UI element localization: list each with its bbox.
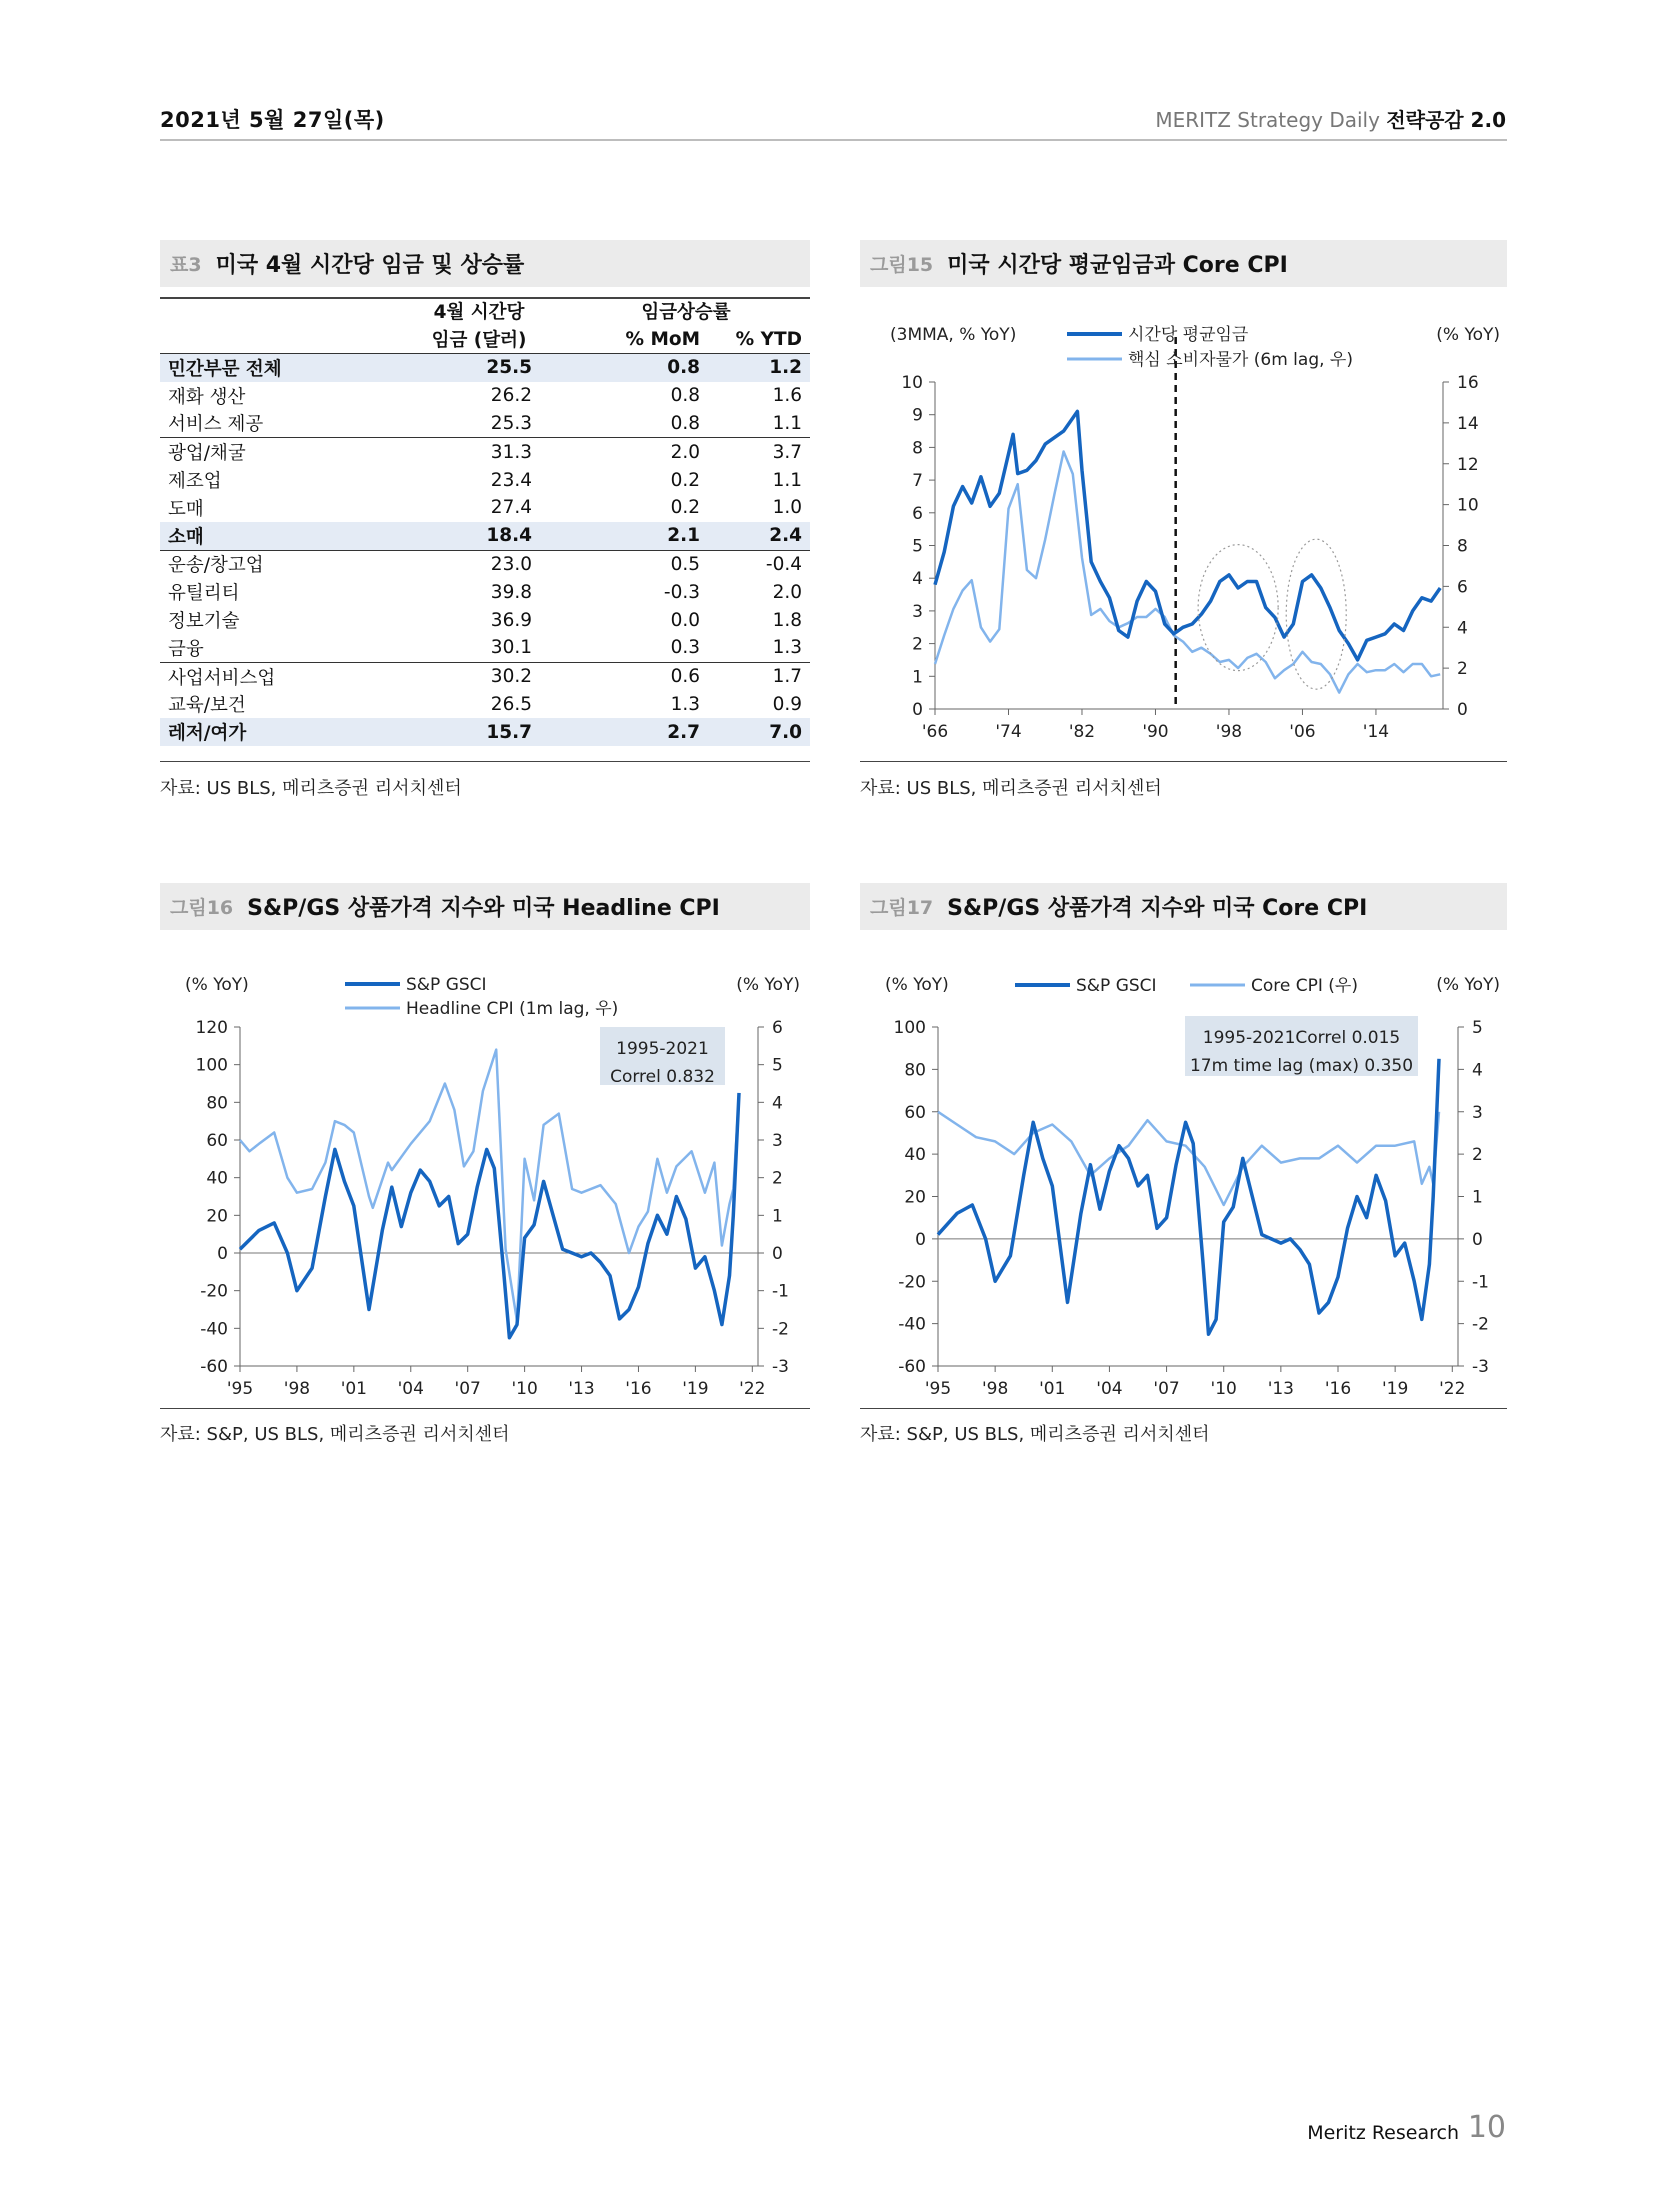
header-divider [160, 139, 1507, 141]
row-mom: 0.0 [670, 609, 700, 631]
left-tick-label: 0 [912, 700, 923, 720]
left-axis-unit: (% YoY) [185, 975, 249, 995]
right-tick-label: 0 [772, 1244, 783, 1264]
row-label: 레저/여가 [160, 718, 396, 746]
right-axis-unit: (% YoY) [736, 975, 800, 995]
left-tick-label: -40 [898, 1314, 926, 1335]
table3-number: 표3 [170, 254, 202, 276]
x-tick-label: '10 [1210, 1379, 1237, 1399]
row-label: 소매 [160, 522, 396, 550]
table-subheader-row [160, 325, 810, 354]
right-tick-label: -1 [1472, 1272, 1489, 1293]
left-tick-label: -20 [200, 1281, 228, 1302]
series-line-main [938, 1059, 1439, 1334]
x-tick-label: '01 [340, 1379, 368, 1399]
correlation-annotation-text: 17m time lag (max) 0.350 [1189, 1056, 1414, 1076]
table-header-row [160, 297, 810, 325]
left-tick-label: 100 [195, 1055, 228, 1076]
row-wage: 26.2 [490, 385, 532, 407]
right-tick-label: 10 [1457, 495, 1479, 516]
x-tick-label: '22 [739, 1379, 766, 1399]
fig15-chart [860, 298, 1507, 758]
row-wage: 23.4 [490, 469, 532, 491]
table-row [160, 606, 810, 634]
fig17-title-bar [860, 883, 1507, 930]
row-mom: 0.5 [562, 550, 708, 578]
x-tick-label: '16 [1324, 1379, 1352, 1399]
left-tick-label: 40 [904, 1145, 926, 1166]
row-mom: 1.3 [670, 693, 700, 715]
x-tick-label: '22 [1439, 1379, 1466, 1399]
col-wage-growth: 임금상승률 [641, 302, 731, 323]
fig15-title-bar [860, 240, 1507, 287]
left-axis-unit: (3MMA, % YoY) [890, 325, 1017, 345]
row-mom: 0.2 [670, 497, 700, 519]
left-tick-label: 60 [206, 1131, 228, 1151]
row-label: 재화 생산 [168, 386, 246, 408]
right-tick-label: 4 [772, 1093, 783, 1114]
row-ytd: 1.1 [772, 412, 802, 434]
right-tick-label: 2 [1472, 1145, 1483, 1166]
table-row [160, 382, 810, 410]
row-wage: 39.8 [490, 581, 532, 603]
left-tick-label: 60 [904, 1102, 926, 1123]
right-tick-label: 0 [1457, 700, 1468, 720]
right-tick-label: 0 [1472, 1229, 1483, 1250]
legend-label: 핵심 소비자물가 (6m lag, 우) [1128, 350, 1353, 370]
legend-label: Headline CPI (1m lag, 우) [406, 999, 619, 1019]
right-axis-unit: (% YoY) [1436, 325, 1500, 345]
x-tick-label: '66 [921, 722, 949, 742]
row-wage: 36.9 [490, 609, 532, 631]
right-tick-label: 2 [1457, 659, 1468, 680]
right-tick-label: 3 [1472, 1102, 1483, 1123]
row-ytd: 1.2 [708, 354, 810, 382]
right-tick-label: -3 [772, 1357, 789, 1377]
row-wage: 30.1 [490, 637, 532, 659]
x-tick-label: '19 [1381, 1379, 1409, 1399]
col-wage-line2: 임금 (달러) [396, 325, 562, 354]
x-tick-label: '98 [283, 1379, 311, 1399]
right-tick-label: 4 [1472, 1060, 1483, 1081]
row-wage: 25.3 [490, 412, 532, 434]
legend-label: Core CPI (우) [1251, 976, 1358, 996]
col-wage-line1: 4월 시간당 [433, 302, 525, 323]
table3-bottom-rule [160, 761, 810, 762]
wage-table [160, 297, 810, 746]
row-mom: 0.3 [670, 637, 700, 659]
row-mom: 0.8 [670, 385, 700, 407]
fig16-bottom-rule [160, 1408, 810, 1409]
row-wage: 23.0 [396, 550, 562, 578]
right-tick-label: 3 [772, 1131, 783, 1151]
table-row [160, 522, 810, 550]
x-tick-label: '16 [625, 1379, 652, 1399]
fig15-number: 그림15 [870, 254, 934, 276]
row-label: 금융 [168, 638, 204, 660]
row-ytd: 1.3 [772, 637, 802, 659]
row-label: 교육/보건 [168, 695, 246, 717]
x-tick-label: '98 [981, 1379, 1009, 1399]
row-label: 제조업 [168, 471, 222, 493]
x-tick-label: '10 [511, 1379, 538, 1399]
left-tick-label: 100 [893, 1018, 926, 1038]
left-tick-label: 1 [912, 667, 923, 688]
left-tick-label: -20 [898, 1272, 926, 1293]
left-tick-label: 9 [912, 405, 923, 426]
row-label: 정보기술 [168, 611, 240, 633]
left-tick-label: 20 [904, 1187, 926, 1208]
row-wage: 26.5 [490, 693, 532, 715]
legend-label: S&P GSCI [406, 975, 487, 995]
correlation-annotation-text: 1995-2021 [616, 1039, 709, 1059]
fig16-number: 그림16 [170, 897, 234, 919]
row-label: 서비스 제공 [168, 414, 264, 436]
right-tick-label: 2 [772, 1168, 783, 1189]
right-tick-label: 4 [1457, 618, 1468, 639]
right-tick-label: 12 [1457, 454, 1479, 475]
left-tick-label: -40 [200, 1319, 228, 1340]
x-tick-label: '13 [568, 1379, 595, 1399]
row-mom: 0.6 [562, 662, 708, 690]
left-axis-unit: (% YoY) [885, 975, 949, 995]
table-row [160, 578, 810, 606]
report-brand [1155, 104, 1506, 133]
table-row [160, 718, 810, 746]
x-tick-label: '06 [1289, 722, 1316, 742]
right-tick-label: -3 [1472, 1357, 1489, 1377]
right-tick-label: 6 [1457, 577, 1468, 598]
x-tick-label: '74 [995, 722, 1022, 742]
left-tick-label: 120 [195, 1018, 228, 1038]
left-tick-label: -60 [898, 1357, 926, 1377]
row-ytd: 2.4 [708, 522, 810, 550]
left-tick-label: 3 [912, 601, 923, 622]
row-ytd: 1.7 [708, 662, 810, 690]
left-tick-label: 20 [206, 1206, 228, 1227]
correlation-annotation-text: 1995-2021Correl 0.015 [1202, 1028, 1401, 1048]
fig16-source: 자료: S&P, US BLS, 메리츠증권 리서치센터 [160, 1424, 510, 1445]
left-tick-label: 10 [901, 373, 923, 393]
legend-label: 시간당 평균임금 [1128, 325, 1249, 345]
right-tick-label: -1 [772, 1281, 789, 1302]
x-tick-label: '01 [1039, 1379, 1066, 1399]
row-mom: -0.3 [663, 581, 700, 603]
left-tick-label: 80 [904, 1060, 926, 1081]
row-ytd: 0.9 [772, 693, 802, 715]
row-mom: 2.0 [562, 438, 708, 466]
brand-name: MERITZ Strategy Daily [1155, 108, 1380, 132]
left-tick-label: 5 [912, 536, 923, 557]
row-wage: 27.4 [490, 497, 532, 519]
table3-source: 자료: US BLS, 메리츠증권 리서치센터 [160, 778, 462, 799]
fig16-chart [160, 941, 810, 1406]
left-tick-label: 80 [206, 1093, 228, 1114]
row-mom: 0.8 [670, 412, 700, 434]
x-tick-label: '90 [1142, 722, 1169, 742]
series-line-cpi [240, 1050, 739, 1321]
row-ytd: 1.1 [772, 469, 802, 491]
x-tick-label: '95 [226, 1379, 254, 1399]
series-line-main [935, 411, 1440, 660]
page-number: 10 [1467, 2110, 1506, 2145]
left-tick-label: 2 [912, 634, 923, 655]
left-tick-label: 7 [912, 471, 923, 492]
left-tick-label: 0 [915, 1229, 926, 1250]
row-wage: 30.2 [396, 662, 562, 690]
row-mom: 2.1 [562, 522, 708, 550]
x-tick-label: '19 [682, 1379, 709, 1399]
fig17-number: 그림17 [870, 897, 934, 919]
x-tick-label: '14 [1362, 722, 1390, 742]
footer-brand: Meritz Research [1307, 2122, 1459, 2144]
row-label: 광업/채굴 [160, 438, 396, 466]
series-line-cpi [935, 452, 1440, 693]
table3-title-bar [160, 240, 810, 287]
x-tick-label: '98 [1215, 722, 1243, 742]
row-label: 운송/창고업 [160, 550, 396, 578]
row-ytd: -0.4 [708, 550, 810, 578]
row-ytd: 2.0 [772, 581, 802, 603]
row-ytd: 1.0 [772, 497, 802, 519]
row-wage: 25.5 [396, 354, 562, 382]
x-tick-label: '07 [1153, 1379, 1180, 1399]
x-tick-label: '95 [924, 1379, 952, 1399]
right-tick-label: 5 [772, 1055, 783, 1076]
fig16-title: S&P/GS 상품가격 지수와 미국 Headline CPI [247, 896, 720, 921]
table-row [160, 410, 810, 438]
right-tick-label: 14 [1457, 413, 1479, 434]
fig15-title: 미국 시간당 평균임금과 Core CPI [947, 253, 1288, 278]
left-tick-label: 40 [206, 1168, 228, 1189]
row-label: 도매 [168, 498, 204, 520]
right-tick-label: -2 [772, 1319, 789, 1340]
left-tick-label: 4 [912, 569, 923, 590]
x-tick-label: '07 [454, 1379, 481, 1399]
left-tick-label: -60 [200, 1357, 228, 1377]
product-name: 전략공감 2.0 [1386, 108, 1506, 132]
x-tick-label: '13 [1267, 1379, 1295, 1399]
row-wage: 31.3 [396, 438, 562, 466]
series-line-main [240, 1093, 739, 1338]
legend-label: S&P GSCI [1076, 976, 1157, 996]
row-ytd: 7.0 [708, 718, 810, 746]
right-tick-label: -2 [1472, 1314, 1489, 1335]
row-ytd: 1.6 [772, 385, 802, 407]
row-mom: 0.2 [670, 469, 700, 491]
row-label: 유틸리티 [168, 583, 240, 605]
row-label: 민간부문 전체 [160, 354, 396, 382]
row-ytd: 3.7 [708, 438, 810, 466]
table-row [160, 634, 810, 662]
table-row [160, 691, 810, 719]
report-date: 2021년 5월 27일(목) [160, 108, 385, 132]
x-tick-label: '82 [1068, 722, 1096, 742]
row-mom: 0.8 [562, 354, 708, 382]
fig17-bottom-rule [860, 1408, 1507, 1409]
right-tick-label: 6 [772, 1018, 783, 1038]
right-tick-label: 1 [772, 1206, 783, 1227]
left-tick-label: 8 [912, 438, 923, 459]
fig17-source: 자료: S&P, US BLS, 메리츠증권 리서치센터 [860, 1424, 1210, 1445]
left-tick-label: 0 [217, 1244, 228, 1264]
row-label: 사업서비스업 [160, 662, 396, 690]
table-row [160, 494, 810, 522]
row-ytd: 1.8 [772, 609, 802, 631]
table-row [160, 550, 810, 578]
right-tick-label: 5 [1472, 1018, 1483, 1038]
x-tick-label: '04 [1096, 1379, 1123, 1399]
row-mom: 2.7 [562, 718, 708, 746]
right-tick-label: 1 [1472, 1187, 1483, 1208]
correlation-annotation-text: Correl 0.832 [610, 1067, 715, 1087]
right-tick-label: 8 [1457, 536, 1468, 557]
right-tick-label: 16 [1457, 373, 1479, 393]
fig17-chart [860, 941, 1507, 1406]
left-tick-label: 6 [912, 503, 923, 524]
row-wage: 18.4 [396, 522, 562, 550]
table-row [160, 438, 810, 466]
right-axis-unit: (% YoY) [1436, 975, 1500, 995]
fig16-title-bar [160, 883, 810, 930]
table-row [160, 466, 810, 494]
table-row [160, 662, 810, 690]
table-row [160, 354, 810, 382]
row-wage: 15.7 [396, 718, 562, 746]
col-mom: % MoM [562, 325, 708, 354]
fig15-bottom-rule [860, 761, 1507, 762]
col-ytd: % YTD [708, 325, 810, 354]
fig17-title: S&P/GS 상품가격 지수와 미국 Core CPI [947, 896, 1368, 921]
x-tick-label: '04 [397, 1379, 424, 1399]
fig15-source: 자료: US BLS, 메리츠증권 리서치센터 [860, 778, 1162, 799]
table3-title: 미국 4월 시간당 임금 및 상승률 [215, 253, 525, 278]
